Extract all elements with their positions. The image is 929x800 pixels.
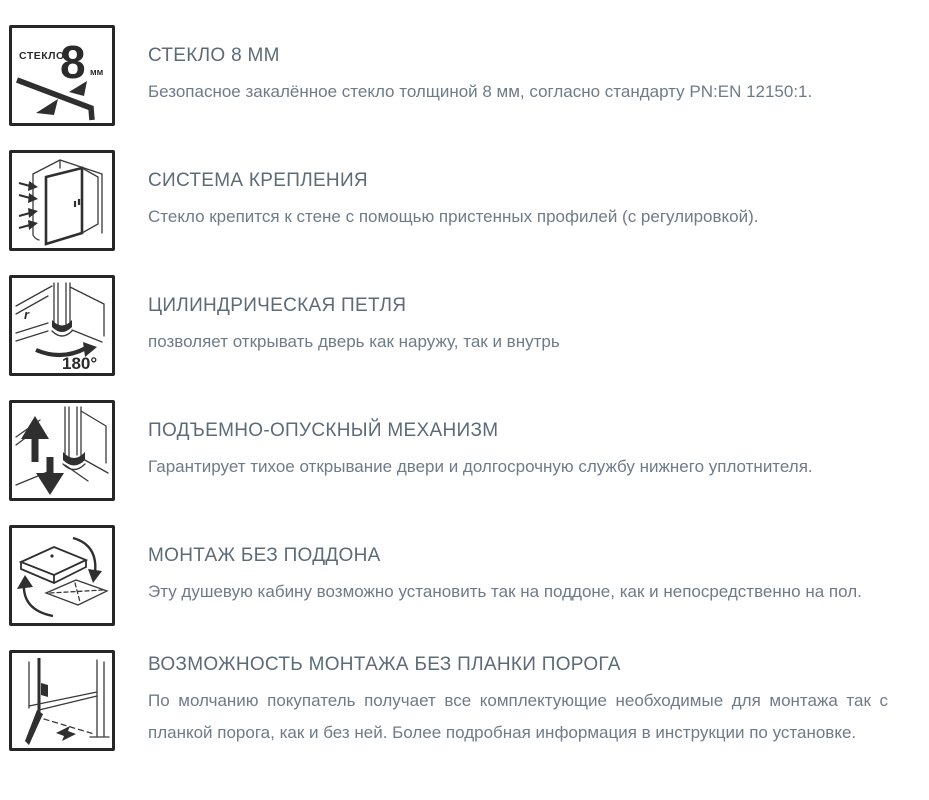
feature-text-mounting <box>148 169 888 233</box>
feature-row-no-tray <box>9 525 915 626</box>
feature-description: Стекло крепится к стене с помощью пристенных профилей (с регулировкой). <box>148 206 759 226</box>
cylindrical-hinge-icon <box>9 275 115 376</box>
feature-title: СИСТЕМА КРЕПЛЕНИЯ <box>148 169 368 191</box>
feature-description: позволяет открывать дверь как наружу, так и внутрь <box>148 331 560 351</box>
glass-icon-unit: мм <box>90 67 104 77</box>
feature-description: По молчанию покупатель получает все комплектующие необходимые для монтажа так с планкой порога, как и без ней. Более подробная информация в инструкции по установке. <box>148 690 888 742</box>
wall-mounting-system-icon <box>9 150 115 251</box>
no-shower-tray-icon <box>9 525 115 626</box>
feature-row-mounting <box>9 150 915 251</box>
hinge-angle-label: 180° <box>62 354 98 373</box>
glass-icon-number: 8 <box>60 36 86 88</box>
feature-description: Эту душевую кабину возможно установить так на поддоне, как и непосредственно на пол. <box>148 581 862 601</box>
feature-row-hinge <box>9 275 915 376</box>
feature-text-glass <box>148 44 888 108</box>
glass-icon-label: СТЕКЛО <box>19 50 65 62</box>
feature-row-glass <box>9 25 915 126</box>
feature-text-no-tray <box>148 544 888 608</box>
feature-description: Гарантирует тихое открывание двери и долгосрочную службу нижнего уплотнителя. <box>148 456 813 476</box>
feature-row-lift <box>9 400 915 501</box>
feature-title: ЦИЛИНДРИЧЕСКАЯ ПЕТЛЯ <box>148 294 407 316</box>
feature-title: ПОДЪЕМНО-ОПУСКНЫЙ МЕХАНИЗМ <box>148 419 499 441</box>
feature-text-hinge <box>148 294 888 358</box>
feature-title: МОНТАЖ БЕЗ ПОДДОНА <box>148 544 381 566</box>
feature-text-lift <box>148 419 888 483</box>
feature-row-no-threshold <box>9 650 915 751</box>
no-threshold-strip-icon <box>9 650 115 751</box>
feature-title: СТЕКЛО 8 ММ <box>148 44 280 66</box>
feature-title: ВОЗМОЖНОСТЬ МОНТАЖА БЕЗ ПЛАНКИ ПОРОГА <box>148 653 621 675</box>
lift-lower-mechanism-icon <box>9 400 115 501</box>
feature-description: Безопасное закалённое стекло толщиной 8 мм, согласно стандарту PN:EN 12150:1. <box>148 81 813 101</box>
feature-text-no-threshold <box>148 653 888 749</box>
glass-8mm-icon <box>9 25 115 126</box>
hinge-mark: r <box>24 307 30 322</box>
